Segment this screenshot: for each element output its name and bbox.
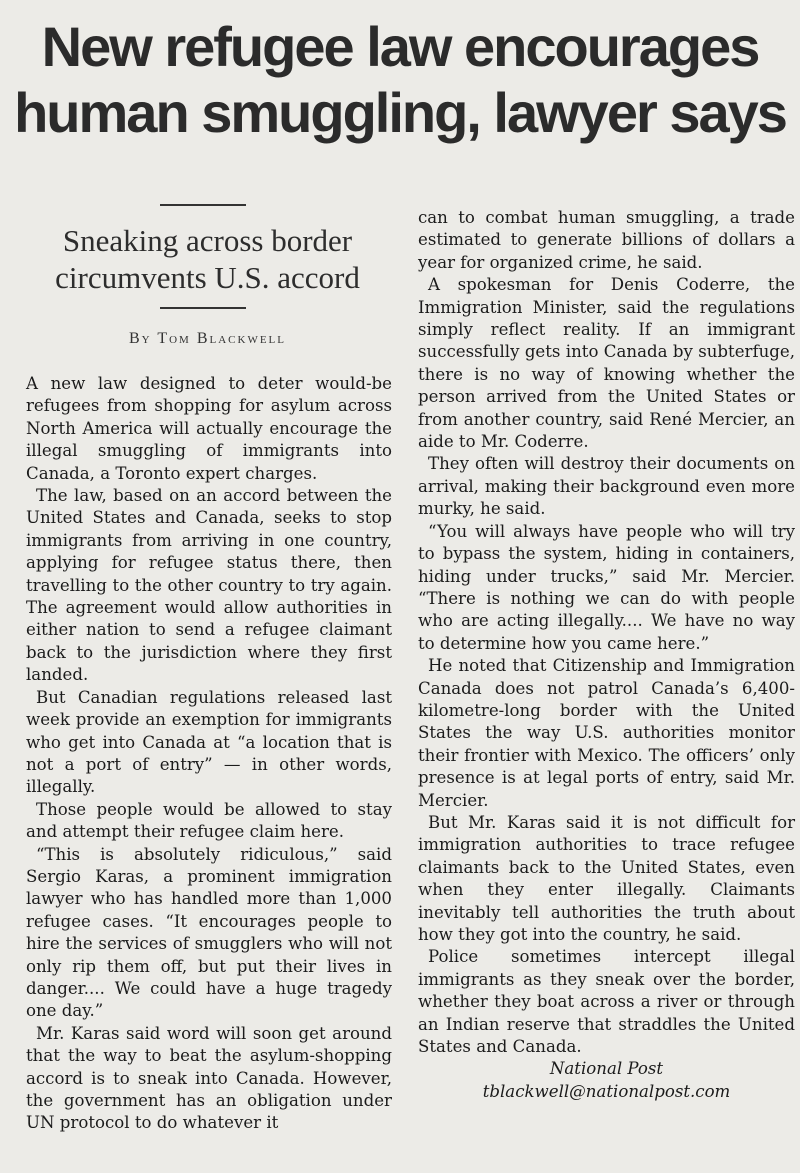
paragraph: Those people would be allowed to stay and attempt their refugee claim here. [26,799,392,842]
deck-bottom-rule [160,307,246,309]
paragraph: can to combat human smuggling, a trade estimated to generate billions of dollars a year for organized crime, he said. [418,208,795,272]
paragraph: “You will always have people who will try to bypass the system, hiding in containers, hiding under trucks,” said Mr. Mercier. “There is nothing we can do with people who are acting illegally.... We have no way to determine how you came here.” [418,521,795,653]
headline-line-1: New refugee law encourages [41,15,759,78]
article-column-right [418,207,795,1103]
paragraph: He noted that Citizenship and Immigration Canada does not patrol Canada’s 6,400-kilometre-long border with the United States the way U.S. authorities monitor their frontier with Mexico. The officers’ only presence is at legal ports of entry, said Mr. Mercier. [418,656,795,810]
headline-line-2: human smuggling, lawyer says [14,81,786,144]
paragraph: They often will destroy their documents on arrival, making their background even more murky, he said. [418,454,795,519]
paragraph: Police sometimes intercept illegal immigrants as they sneak over the border, whether they boat across a river or through an Indian reserve that straddles the United States and Canada. [418,947,795,1057]
article-column-left [26,373,392,1135]
source-credit: National Post [549,1059,664,1079]
deck-top-rule [160,204,246,206]
paragraph: But Mr. Karas said it is not difficult for immigration authorities to trace refugee claimants back to the United States, even when they enter illegally. Claimants inevitably tell authorities the truth about how they got into the country, he said. [418,812,795,944]
author-email: tblackwell@nationalpost.com [482,1081,731,1101]
deck: Sneaking across border circumvents U.S. accord [55,223,360,295]
paragraph: A spokesman for Denis Coderre, the Immigration Minister, said the regulations simply reflect reality. If an immigrant successfully gets into Canada by subterfuge, there is no way of knowing whether the person arrived from the United States or from another country, said René Mercier, an aide to Mr. Coderre. [418,275,795,452]
headline [0,14,800,146]
paragraph: “This is absolutely ridiculous,” said Sergio Karas, a prominent immigration lawyer who has handled more than 1,000 refugee cases. “It encourages people to hire the services of smugglers who will not only rip them off, but put their lives in danger.... We could have a huge tragedy one day.” [26,844,392,1021]
byline: By Tom Blackwell [129,330,286,347]
paragraph: A new law designed to deter would-be refugees from shopping for asylum across North America will actually encourage the illegal smuggling of immigrants into Canada, a Toronto expert charges. [26,374,392,483]
paragraph: But Canadian regulations released last week provide an exemption for immigrants who get into Canada at “a location that is not a port of entry” — in other words, illegally. [26,687,392,797]
paragraph: Mr. Karas said word will soon get around that the way to beat the asylum-shopping accord is to sneak into Canada. However, the government has an obligation under UN protocol to do whatever it [26,1023,392,1133]
paragraph: The law, based on an accord between the United States and Canada, seeks to stop immigrants from arriving in one country, applying for refugee status there, then travelling to the other country to try again. The agreement would allow authorities in either nation to send a refugee claimant back to the jurisdiction where they first landed. [26,486,392,685]
